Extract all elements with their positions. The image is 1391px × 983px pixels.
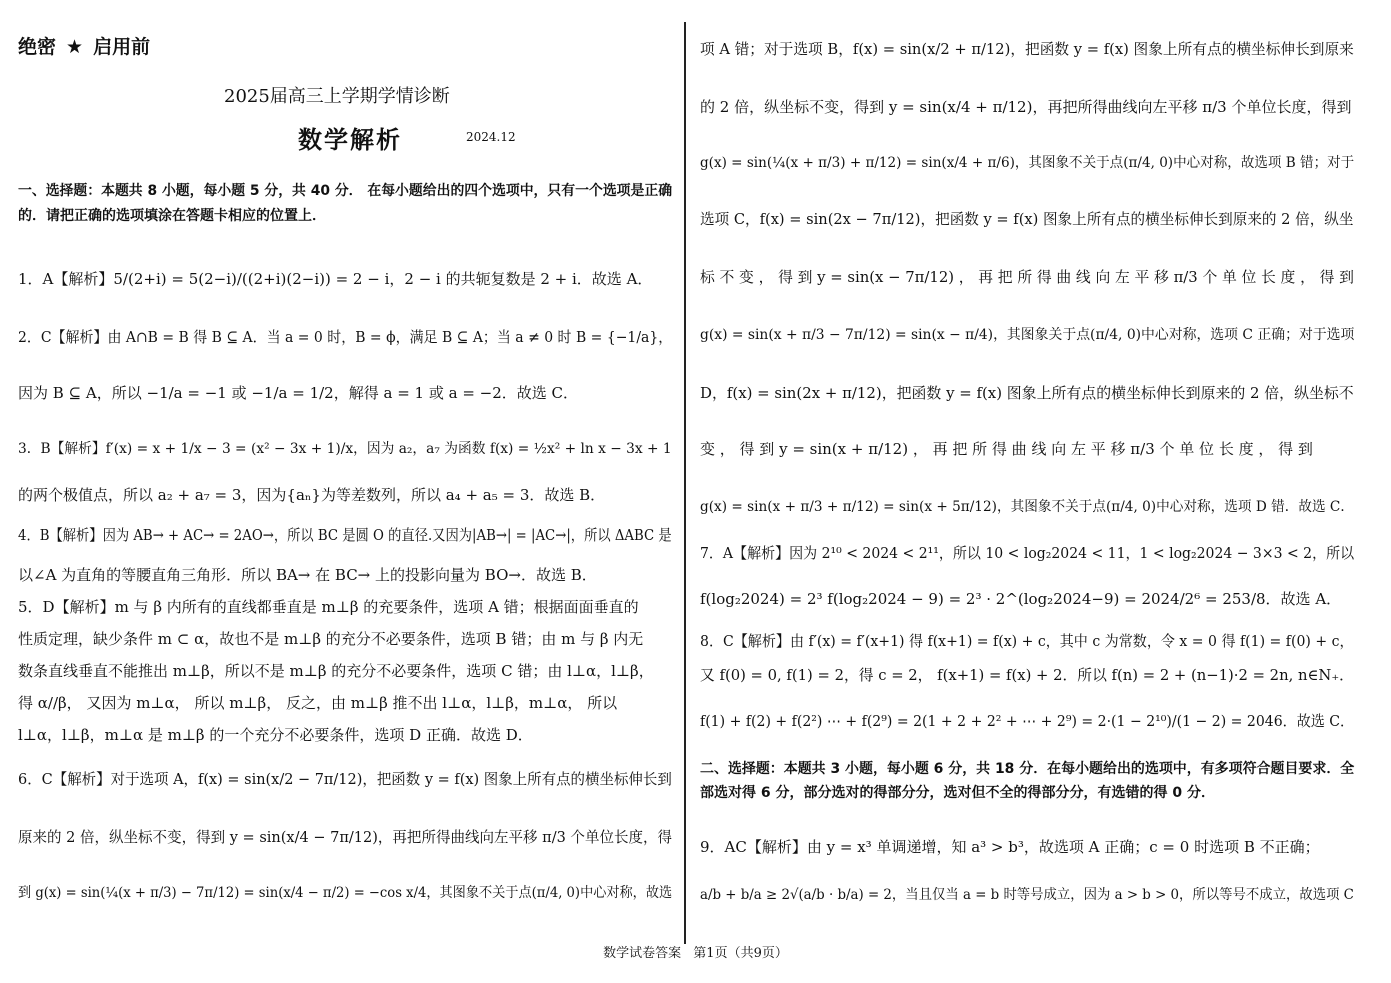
page-footer	[0, 942, 1391, 961]
answer-line: 6．C【解析】对于选项 A，f(x) = sin(x/2 − 7π/12)，把函数 y = f(x) 图象上所有点的横坐标伸长到	[18, 770, 672, 788]
exam-date: 2024.12	[466, 130, 516, 144]
answer-line: 以∠A 为直角的等腰直角三角形．所以 BA→ 在 BC→ 上的投影向量为 BO→．故选 B．	[18, 566, 597, 584]
star-icon: ★	[66, 36, 84, 58]
confidential-label: 绝密	[18, 36, 57, 58]
section1-heading-cont: 的．请把正确的选项填涂在答题卡相应的位置上．	[18, 208, 326, 224]
answer-line: 又 f(0) = 0, f(1) = 2，得 c = 2， f(x+1) = f(x) + 2．所以 f(n) = 2 + (n−1)·2 = 2n, n∈N₊．	[700, 666, 1354, 684]
answer-line: 4．B【解析】因为 AB→ + AC→ = 2AO→，所以 BC 是圆 O 的直径.又因为|AB→| = |AC→|，所以 ΔABC 是	[18, 526, 672, 544]
answer-line: 的两个极值点，所以 a₂ + a₇ = 3，因为{aₙ}为等差数列，所以 a₄ + a₅ = 3．故选 B．	[18, 486, 606, 504]
section1-heading: 一、选择题：本题共 8 小题，每小题 5 分，共 40 分． 在每小题给出的四个选项中，只有一个选项是正确	[18, 183, 673, 199]
answer-line: 因为 B ⊆ A，所以 −1/a = −1 或 −1/a = 1/2，解得 a = 1 或 a = −2．故选 C．	[18, 384, 579, 402]
answer-line: 项 A 错；对于选项 B，f(x) = sin(x/2 + π/12)，把函数 y = f(x) 图象上所有点的横坐标伸长到原来	[700, 40, 1354, 58]
answer-line: 标 不 变 ， 得 到 y = sin(x − 7π/12) ， 再 把 所 得 曲 线 向 左 平 移 π/3 个 单 位 长 度 ， 得 到	[700, 268, 1354, 286]
answer-line: g(x) = sin(x + π/3 + π/12) = sin(x + 5π/12)，其图象不关于点(π/4, 0)中心对称，选项 D 错．故选 C．	[700, 499, 1354, 515]
answer-line: 原来的 2 倍，纵坐标不变，得到 y = sin(x/4 − 7π/12)，再把所得曲线向左平移 π/3 个单位长度，得	[18, 828, 673, 846]
answer-line: 9．AC【解析】由 y = x³ 单调递增，知 a³ > b³，故选项 A 正确；c = 0 时选项 B 不正确；	[700, 838, 1320, 856]
answer-line: 到 g(x) = sin(¼(x + π/3) − 7π/12) = sin(x/4 − π/2) = −cos x/4，其图象不关于点(π/4, 0)中心对称，故选	[18, 885, 673, 901]
answer-line: 得 α//β， 又因为 m⊥α， 所以 m⊥β， 反之，由 m⊥β 推不出 l⊥α，l⊥β，m⊥α， 所以	[18, 694, 618, 712]
section2-heading-cont: 部选对得 6 分，部分选对的得部分分，选对但不全的得部分分，有选错的得 0 分．	[700, 785, 1215, 801]
answer-line: g(x) = sin(x + π/3 − 7π/12) = sin(x − π/4)，其图象关于点(π/4, 0)中心对称，选项 C 正确；对于选项	[700, 327, 1355, 343]
answer-line: 数条直线垂直不能推出 m⊥β，所以不是 m⊥β 的充分不必要条件，选项 C 错；由 l⊥α，l⊥β，	[18, 662, 654, 680]
confidential-mark	[18, 32, 150, 59]
answer-line: a/b + b/a ≥ 2√(a/b · b/a) = 2，当且仅当 a = b 时等号成立，因为 a > b > 0，所以等号不成立，故选项 C	[700, 887, 1354, 903]
column-divider	[684, 22, 686, 944]
answer-line: 1．A【解析】5/(2+i) = 5(2−i)/((2+i)(2−i)) = 2 − i，2 − i 的共轭复数是 2 + i．故选 A．	[18, 270, 653, 288]
answer-line: D，f(x) = sin(2x + π/12)，把函数 y = f(x) 图象上所有点的横坐标伸长到原来的 2 倍，纵坐标不	[700, 384, 1354, 402]
page-title: 数学解析	[298, 126, 402, 154]
answer-line: f(1) + f(2) + f(2²) ⋯ + f(2⁹) = 2(1 + 2 + 2² + ⋯ + 2⁹) = 2·(1 − 2¹⁰)/(1 − 2) = 2046．故选 C．	[700, 712, 1355, 730]
exam-name: 2025届高三上学期学情诊断	[224, 86, 450, 107]
answer-line: l⊥α，l⊥β，m⊥α 是 m⊥β 的一个充分不必要条件，选项 D 正确．故选 D．	[18, 726, 533, 744]
answer-line: 7．A【解析】因为 2¹⁰ < 2024 < 2¹¹，所以 10 < log₂2024 < 11，1 < log₂2024 − 3×3 < 2，所以	[700, 544, 1355, 562]
answer-line: 变 ， 得 到 y = sin(x + π/12) ， 再 把 所 得 曲 线 向 左 平 移 π/3 个 单 位 长 度 ， 得 到	[700, 440, 1313, 458]
answer-line: g(x) = sin(¼(x + π/3) + π/12) = sin(x/4 + π/6)，其图象不关于点(π/4, 0)中心对称，故选项 B 错；对于	[700, 155, 1355, 171]
answer-line: 3．B【解析】f′(x) = x + 1/x − 3 = (x² − 3x + 1)/x，因为 a₂，a₇ 为函数 f(x) = ½x² + ln x − 3x + 1	[18, 441, 672, 457]
answer-line: 的 2 倍，纵坐标不变，得到 y = sin(x/4 + π/12)，再把所得曲线向左平移 π/3 个单位长度，得到	[700, 98, 1352, 116]
section2-heading: 二、选择题：本题共 3 小题，每小题 6 分，共 18 分．在每小题给出的选项中，有多项符合题目要求．全	[700, 761, 1355, 777]
answer-line: 5．D【解析】m 与 β 内所有的直线都垂直是 m⊥β 的充要条件，选项 A 错；根据面面垂直的	[18, 598, 639, 616]
answer-line: 选项 C，f(x) = sin(2x − 7π/12)，把函数 y = f(x) 图象上所有点的横坐标伸长到原来的 2 倍，纵坐	[700, 210, 1354, 228]
answer-line: f(log₂2024) = 2³ f(log₂2024 − 9) = 2³ · 2^(log₂2024−9) = 2024/2⁶ = 253/8．故选 A．	[700, 590, 1342, 608]
before-use-label: 启用前	[93, 36, 151, 58]
answer-line: 8．C【解析】由 f′(x) = f′(x+1) 得 f(x+1) = f(x) + c，其中 c 为常数，令 x = 0 得 f(1) = f(0) + c，	[700, 632, 1354, 650]
answer-line: 性质定理，缺少条件 m ⊂ α，故也不是 m⊥β 的充分不必要条件，选项 B 错；由 m 与 β 内无	[18, 630, 644, 648]
footer-page-number: 第1页（共9页）	[693, 946, 788, 961]
answer-line: 2．C【解析】由 A∩B = B 得 B ⊆ A．当 a = 0 时，B = ϕ，满足 B ⊆ A；当 a ≠ 0 时 B = {−1/a}，	[18, 328, 673, 346]
footer-doc-name: 数学试卷答案	[603, 946, 682, 961]
